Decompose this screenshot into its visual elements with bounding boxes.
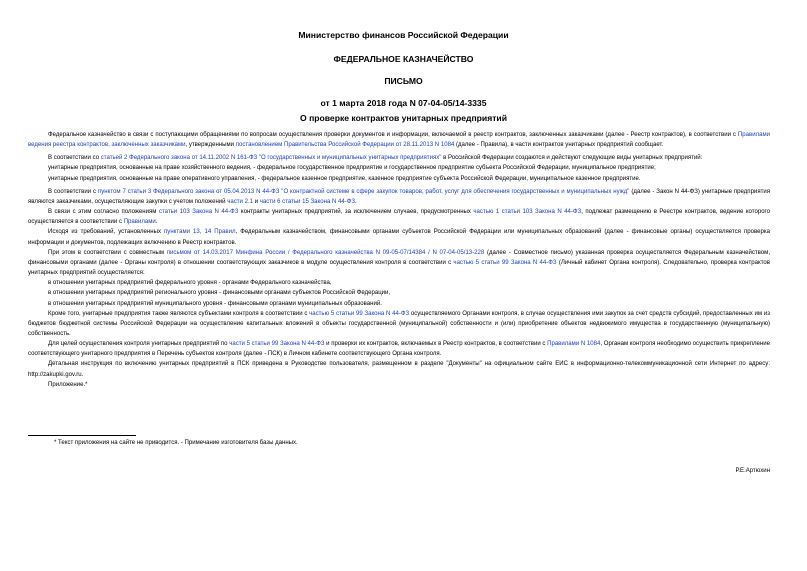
body-paragraph xyxy=(28,380,770,390)
paragraph-text: (далее - Совместное письмо) указанная проверка осуществляется Федеральным казначейством, финансовыми органами (далее - Органы контроля) в отношении соответствующих заказчиков в модуле осуществления контроля в соответствии с xyxy=(28,249,771,266)
paragraph-text: Кроме того, унитарные предприятия также являются субъектами контроля в соответствии с xyxy=(48,310,310,317)
paragraph-text: , Федеральным казначейством, финансовыми органами субъектов Российской Федерации или муниципальных образований (далее - финансовые органы) осуществляется проверка информации и документов, подлежащих включению в Реестр контрактов. xyxy=(28,229,770,246)
body-paragraph xyxy=(28,339,770,359)
paragraph-text: контракты унитарных предприятий, за исключением случаев, предусмотренных xyxy=(238,209,474,216)
legal-reference-link[interactable]: постановлением Правительства Российской Федерации от 28.11.2013 N 1084 xyxy=(235,142,455,149)
paragraph-text: , утвержденными xyxy=(185,142,236,149)
body-paragraph xyxy=(28,174,770,184)
paragraph-text: унитарные предприятия, основанные на праве хозяйственного ведения, - федеральное государственное предприятие и государственное предприятие субъекта Российской Федерации, муниципальное предприятие; xyxy=(48,165,656,172)
paragraph-text: Детальная инструкция по включению унитарных предприятий в ПСК приведена в Руководстве пользователя, размещенном в разделе "Документы" на официальном сайте ЕИС в информационно-телекоммуникационной сети Интернет по адресу: http://zakupki.gov.ru. xyxy=(28,361,770,378)
ministry-heading: Министерство финансов Российской Федерации xyxy=(298,30,509,40)
paragraph-text: и xyxy=(253,198,260,205)
date-number-heading: от 1 марта 2018 года N 07-04-05/14-3335 xyxy=(320,98,487,108)
legal-reference-link[interactable]: статьей 2 Федерального закона от 14.11.2002 N 161-ФЗ "О государственных и муниципальных унитарных предприятиях" xyxy=(100,155,442,162)
subject-heading: О проверке контрактов унитарных предприятий xyxy=(300,113,507,123)
doc-type-heading: ПИСЬМО xyxy=(384,76,423,86)
letter-body xyxy=(28,130,770,390)
paragraph-text: В соответствии с xyxy=(48,188,98,195)
paragraph-text: (далее - Правила), в части контрактов унитарных предприятий сообщает. xyxy=(454,142,664,149)
footnote-text: * Текст приложения на сайте не приводится. - Примечание изготовителя базы данных. xyxy=(54,440,298,446)
paragraph-text: в Российской Федерации создаются и действуют следующие виды унитарных предприятий: xyxy=(441,155,703,162)
body-paragraph xyxy=(28,299,770,309)
legal-reference-link[interactable]: частью 5 статьи 99 Закона N 44-ФЗ xyxy=(453,259,557,266)
body-paragraph xyxy=(28,153,770,163)
legal-reference-link[interactable]: части 6 статьи 15 Закона N 44-ФЗ xyxy=(259,198,356,205)
paragraph-text: унитарные предприятия, основанные на праве оперативного управления, - федеральное казенное предприятие, казенное предприятие субъекта Российской Федерации, муниципальное казенное предприятие. xyxy=(48,175,641,182)
legal-reference-link[interactable]: Правилами N 1084 xyxy=(547,341,601,348)
legal-reference-link[interactable]: Правилами xyxy=(123,219,156,226)
paragraph-text: , Органам контроля необходимо осуществить прикрепление соответствующего унитарного предприятия в Перечень субъектов контроля (далее - ПСК) в Личном кабинете соответствующего Органа контроля. xyxy=(28,341,770,358)
agency-heading: ФЕДЕРАЛЬНОЕ КАЗНАЧЕЙСТВО xyxy=(333,54,474,64)
body-paragraph xyxy=(28,227,770,247)
body-paragraph xyxy=(28,207,770,227)
paragraph-text: в отношении унитарных предприятий регионального уровня - финансовыми органами субъектов Российской Федерации, xyxy=(48,290,391,297)
legal-reference-link[interactable]: письмом от 14.03.2017 Минфина России / Федерального казначейства N 09-05-07/14384 / N 07-04-05/13-228 xyxy=(166,249,485,256)
paragraph-text: При этом в соответствии с совместным xyxy=(48,249,167,256)
legal-reference-link[interactable]: пунктом 7 статьи 3 Федерального закона от 05.04.2013 N 44-ФЗ "О контрактной системе в сфере закупок товаров, работ, услуг для обеспечения государственных и муниципальных нужд" xyxy=(97,188,630,195)
body-paragraph xyxy=(28,163,770,173)
signer-name: Р.Е.Артюхин xyxy=(735,468,770,474)
paragraph-text: . xyxy=(355,198,357,205)
body-paragraph xyxy=(28,359,770,379)
paragraph-text: и проверки их контрактов, включаемых в Реестр контрактов, в соответствии с xyxy=(324,341,548,348)
footnote-divider xyxy=(28,435,136,436)
legal-reference-link[interactable]: части 5 статьи 99 Закона N 44-ФЗ xyxy=(229,341,325,348)
legal-reference-link[interactable]: частью 5 статьи 99 Закона N 44-ФЗ xyxy=(309,310,410,317)
paragraph-text: в отношении унитарных предприятий муниципального уровня - финансовыми органами муниципальных образований. xyxy=(48,300,382,307)
paragraph-text: Для целей осуществления контроля унитарных предприятий по xyxy=(48,341,230,348)
paragraph-text: В связи с этим согласно положениям xyxy=(48,209,159,216)
body-paragraph xyxy=(28,130,770,150)
paragraph-text: Исходя из требований, установленных xyxy=(48,229,165,236)
legal-reference-link[interactable]: части 2.1 xyxy=(227,198,254,205)
paragraph-text: . xyxy=(155,219,158,226)
paragraph-text: осуществляемого Органами контроля, в случае осуществления ими закупок за счет средств субсидий, предоставленных им из бюджетов бюджетной системы Российской Федерации на осуществление капитальных вложений в объекты государственной (муниципальной) собственности и (или) приобретение объектов недвижимого имущества в государственную (муниципальную) собственность. xyxy=(28,310,770,337)
legal-reference-link[interactable]: частью 1 статьи 103 Закона N 44-ФЗ xyxy=(473,209,582,216)
body-paragraph xyxy=(28,288,770,298)
body-paragraph xyxy=(28,278,770,288)
legal-reference-link[interactable]: пунктами 13, 14 Правил xyxy=(164,229,236,236)
legal-reference-link[interactable]: Правилами ведения реестра контрактов, заключенных заказчиками xyxy=(28,132,770,149)
paragraph-text: , подлежат размещению в Реестре контрактов, ведение которого осуществляется в соответствии с xyxy=(28,209,770,226)
body-paragraph xyxy=(28,187,770,207)
paragraph-text: (Личный кабинет Органа контроля). Следовательно, проверка контрактов унитарных предприятий осуществляется: xyxy=(28,259,770,277)
paragraph-text: Приложение.* xyxy=(48,381,88,388)
body-paragraph xyxy=(28,309,770,339)
body-paragraph xyxy=(28,248,770,278)
paragraph-text: (далее - Закон N 44-ФЗ) унитарные предприятия являются заказчиками, осуществляющие закупки с учетом положений xyxy=(28,188,771,205)
legal-reference-link[interactable]: статьи 103 Закона N 44-ФЗ xyxy=(158,209,239,216)
paragraph-text: в отношении унитарных предприятий федерального уровня - органами Федерального казначейства, xyxy=(48,280,332,287)
paragraph-text: В соответствии со xyxy=(48,155,101,162)
paragraph-text: Федеральное казначейство в связи с поступающими обращениями по вопросам осуществления проверки документов и информации, включаемой в реестр контрактов, заключенных заказчиками (далее - Реестр контрактов), в соответствии с xyxy=(48,132,738,138)
